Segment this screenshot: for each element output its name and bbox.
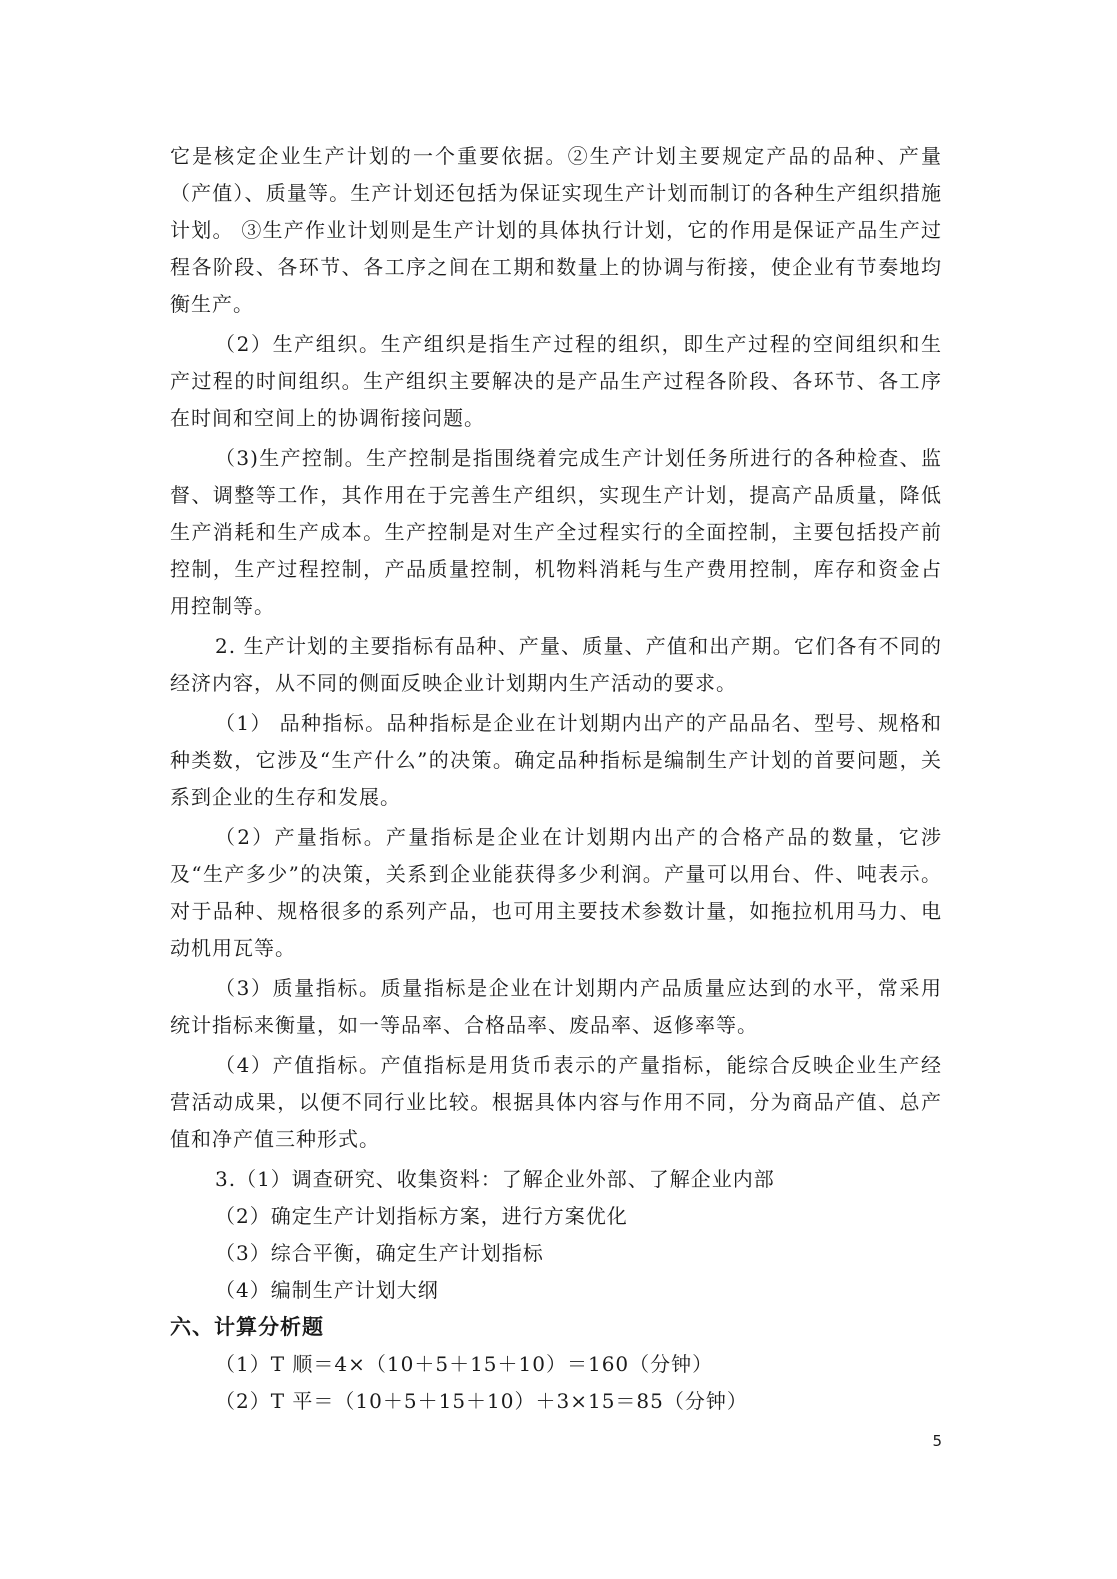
calculation-line: （2）T 平＝（10＋5＋15＋10）＋3×15＝85（分钟）	[215, 1389, 748, 1413]
list-item: （3）综合平衡，确定生产计划指标	[215, 1241, 544, 1265]
calculation-list	[170, 1346, 942, 1420]
calculation-line: （1）T 顺＝4×（10＋5＋15＋10）＝160（分钟）	[215, 1352, 714, 1376]
paragraph-main-indicators: 2. 生产计划的主要指标有品种、产量、质量、产值和出产期。它们各有不同的经济内容，从不同的侧面反映企业计划期内生产活动的要求。	[170, 634, 942, 695]
paragraph-variety-indicator: （1） 品种指标。品种指标是企业在计划期内出产的产品品名、型号、规格和种类数，它涉及“生产什么”的决策。确定品种指标是编制生产计划的首要问题，关系到企业的生存和发展。	[170, 711, 942, 809]
paragraph-production-control: （3)生产控制。生产控制是指围绕着完成生产计划任务所进行的各种检查、监督、调整等工作，其作用在于完善生产组织，实现生产计划，提高产品质量，降低生产消耗和生产成本。生产控制是对生产全过程实行的全面控制，主要包括投产前控制，生产过程控制，产品质量控制，机物料消耗与生产费用控制，库存和资金占用控制等。	[170, 446, 942, 618]
paragraph-value-indicator: （4）产值指标。产值指标是用货币表示的产量指标，能综合反映企业生产经营活动成果，以便不同行业比较。根据具体内容与作用不同，分为商品产值、总产值和净产值三种形式。	[170, 1053, 942, 1151]
list-item: 3.（1）调查研究、收集资料：了解企业外部、了解企业内部	[215, 1167, 775, 1191]
paragraph-production-organization: （2）生产组织。生产组织是指生产过程的组织，即生产过程的空间组织和生产过程的时间组织。生产组织主要解决的是产品生产过程各阶段、各环节、各工序在时间和空间上的协调衔接问题。	[170, 332, 942, 430]
paragraph-quantity-indicator: （2）产量指标。产量指标是企业在计划期内出产的合格产品的数量，它涉及“生产多少”的决策，关系到企业能获得多少利润。产量可以用台、件、吨表示。对于品种、规格很多的系列产品，也可用主要技术参数计量，如拖拉机用马力、电动机用瓦等。	[170, 825, 942, 960]
page-number: 5	[932, 1432, 942, 1450]
paragraph-quality-indicator: （3）质量指标。质量指标是企业在计划期内产品质量应达到的水平，常采用统计指标来衡量，如一等品率、合格品率、废品率、返修率等。	[170, 976, 942, 1037]
list-item: （4）编制生产计划大纲	[215, 1278, 439, 1302]
steps-list	[170, 1161, 942, 1309]
page-body	[170, 138, 942, 1420]
section-heading: 六、计算分析题	[170, 1315, 324, 1339]
paragraph-plan-basis: 它是核定企业生产计划的一个重要依据。②生产计划主要规定产品的品种、产量（产值）、质量等。生产计划还包括为保证实现生产计划而制订的各种生产组织措施计划。 ③生产作业计划则是生产计划的具体执行计划，它的作用是保证产品生产过程各阶段、各环节、各工序之间在工期和数量上的协调与衔接，使企业有节奏地均衡生产。	[170, 144, 942, 316]
list-item: （2）确定生产计划指标方案，进行方案优化	[215, 1204, 628, 1228]
